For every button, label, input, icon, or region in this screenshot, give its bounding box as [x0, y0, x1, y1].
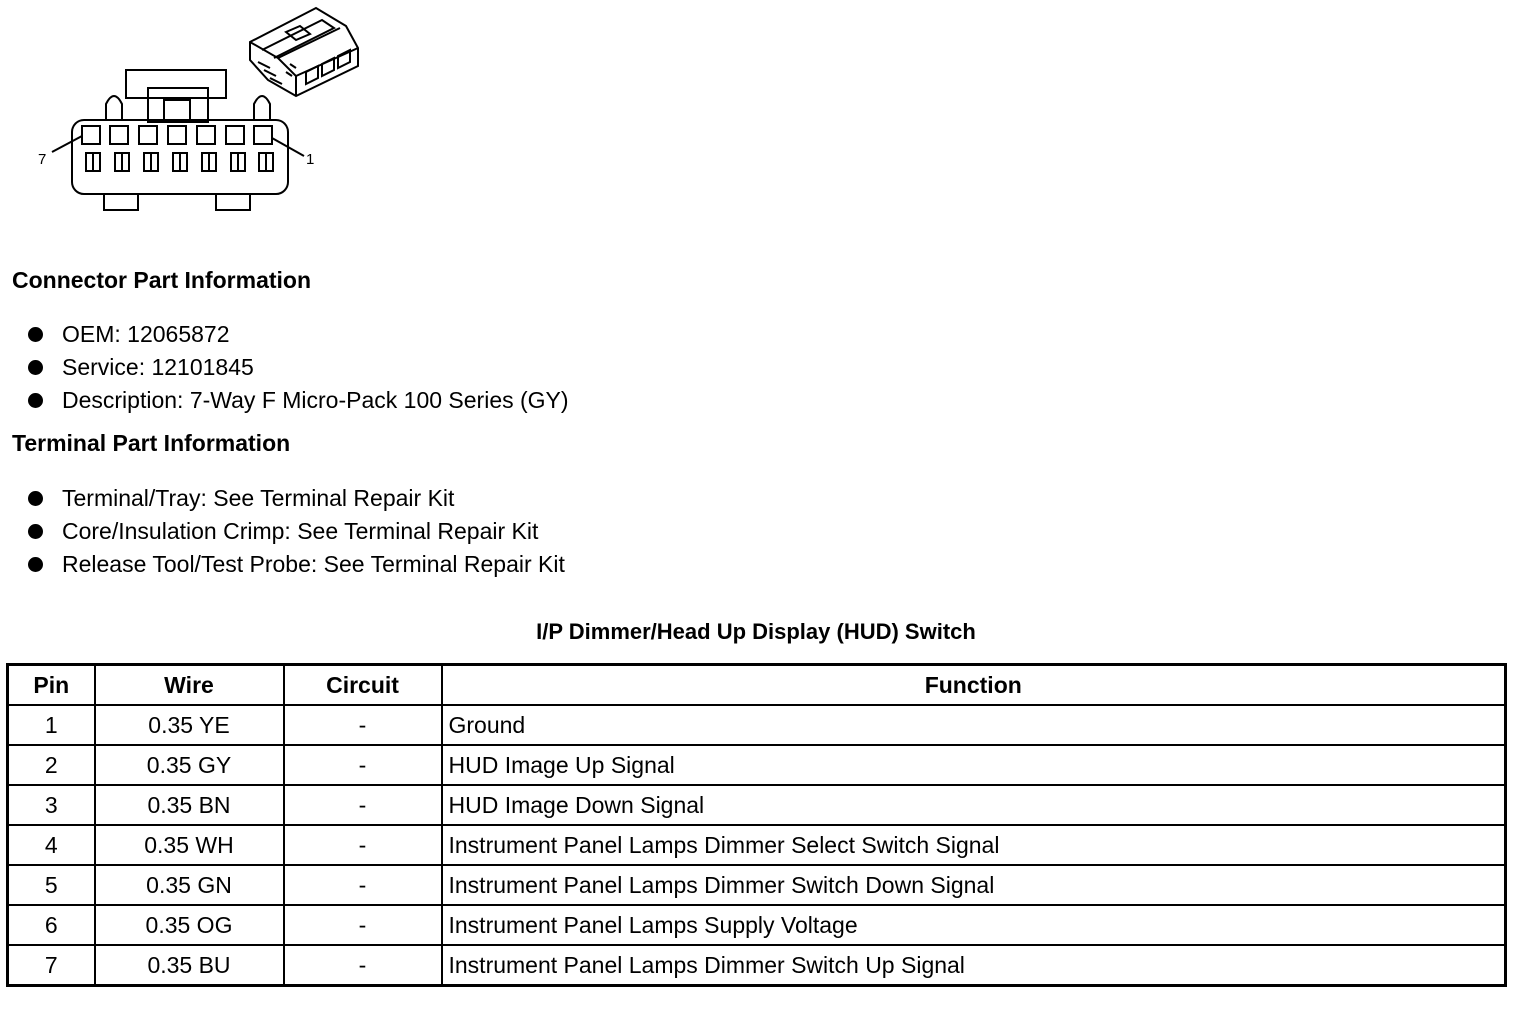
terminal-info-heading: Terminal Part Information: [12, 430, 291, 456]
header-circuit: Circuit: [284, 665, 442, 706]
cell-circuit: -: [284, 705, 442, 745]
cell-circuit: -: [284, 945, 442, 986]
cell-circuit: -: [284, 745, 442, 785]
cell-wire: 0.35 OG: [95, 905, 284, 945]
cell-pin: 1: [8, 705, 95, 745]
list-item: Core/Insulation Crimp: See Terminal Repair Kit: [28, 515, 565, 548]
cell-circuit: -: [284, 825, 442, 865]
bullet-icon: [28, 360, 43, 375]
list-item: Description: 7-Way F Micro-Pack 100 Series (GY): [28, 384, 569, 417]
cell-wire: 0.35 GN: [95, 865, 284, 905]
table-row: [8, 905, 1506, 945]
table-title: I/P Dimmer/Head Up Display (HUD) Switch: [536, 619, 976, 644]
pin-label-1: 1: [306, 151, 315, 168]
cell-wire: 0.35 BU: [95, 945, 284, 986]
connector-diagram: [30, 0, 370, 220]
terminal-info-list: [28, 482, 565, 581]
connector-iso-sketch: [250, 8, 358, 96]
cell-pin: 7: [8, 945, 95, 986]
cell-function: Instrument Panel Lamps Supply Voltage: [442, 905, 1506, 945]
table-row: [8, 865, 1506, 905]
cell-wire: 0.35 BN: [95, 785, 284, 825]
cell-function: HUD Image Up Signal: [442, 745, 1506, 785]
cell-function: Instrument Panel Lamps Dimmer Switch Down Signal: [442, 865, 1506, 905]
cell-wire: 0.35 GY: [95, 745, 284, 785]
table-row: [8, 745, 1506, 785]
pinout-table: [6, 663, 1507, 987]
cell-function: Ground: [442, 705, 1506, 745]
list-item: OEM: 12065872: [28, 318, 569, 351]
cell-pin: 3: [8, 785, 95, 825]
bullet-icon: [28, 557, 43, 572]
header-pin: Pin: [8, 665, 95, 706]
connector-latch: [126, 70, 226, 98]
table-row: [8, 825, 1506, 865]
cell-function: Instrument Panel Lamps Dimmer Select Switch Signal: [442, 825, 1506, 865]
cell-pin: 4: [8, 825, 95, 865]
cell-circuit: -: [284, 905, 442, 945]
cell-circuit: -: [284, 785, 442, 825]
bullet-icon: [28, 327, 43, 342]
cell-pin: 5: [8, 865, 95, 905]
connector-info-list: [28, 318, 569, 417]
list-item: Terminal/Tray: See Terminal Repair Kit: [28, 482, 565, 515]
table-row: [8, 785, 1506, 825]
cell-function: HUD Image Down Signal: [442, 785, 1506, 825]
connector-info-heading: Connector Part Information: [12, 267, 312, 293]
bullet-icon: [28, 491, 43, 506]
list-item: Release Tool/Test Probe: See Terminal Repair Kit: [28, 548, 565, 581]
table-row: [8, 945, 1506, 986]
table-row: [8, 705, 1506, 745]
cell-pin: 2: [8, 745, 95, 785]
list-item: Service: 12101845: [28, 351, 569, 384]
cell-wire: 0.35 YE: [95, 705, 284, 745]
cell-function: Instrument Panel Lamps Dimmer Switch Up Signal: [442, 945, 1506, 986]
bullet-icon: [28, 393, 43, 408]
header-function: Function: [442, 665, 1506, 706]
cell-pin: 6: [8, 905, 95, 945]
table-header-row: [8, 665, 1506, 706]
cell-circuit: -: [284, 865, 442, 905]
cell-wire: 0.35 WH: [95, 825, 284, 865]
header-wire: Wire: [95, 665, 284, 706]
bullet-icon: [28, 524, 43, 539]
pin-label-7: 7: [38, 151, 47, 168]
